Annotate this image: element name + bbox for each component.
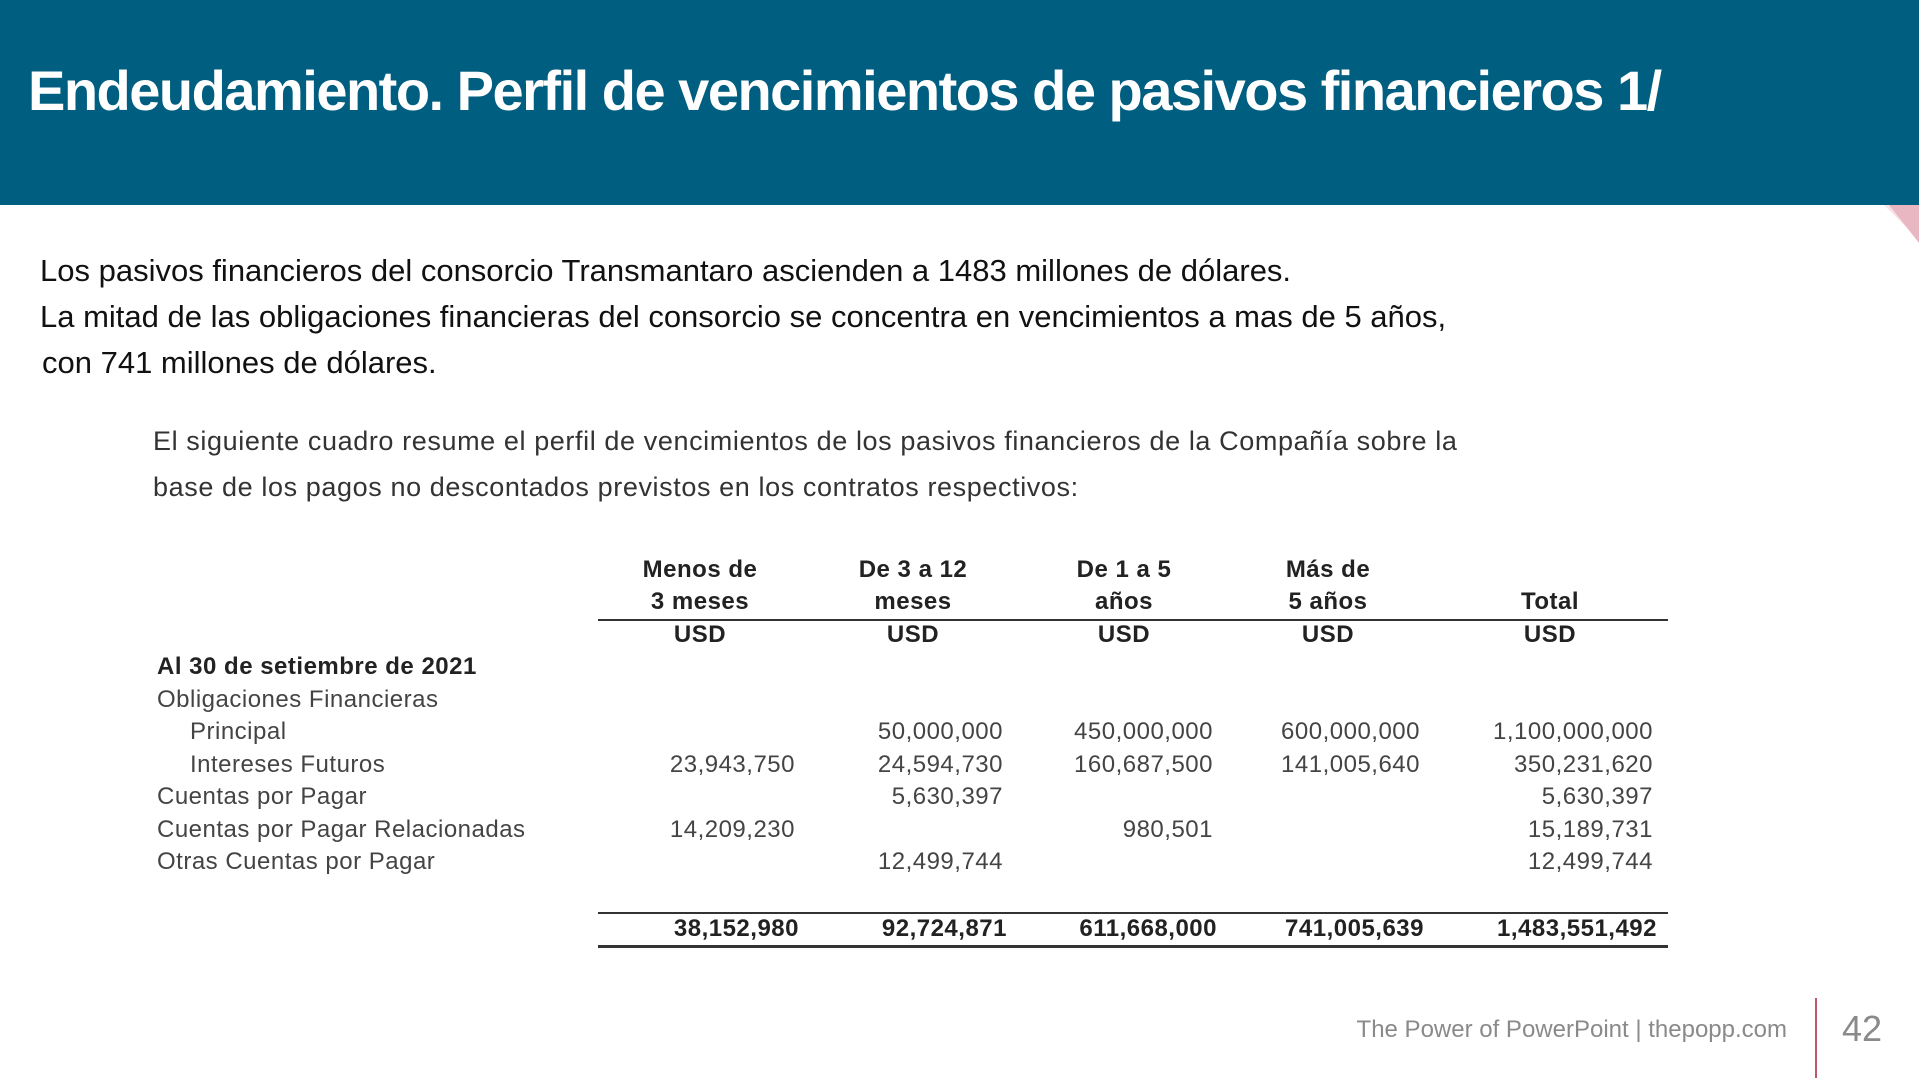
table-cell-value: 5,630,397	[891, 783, 1003, 810]
column-header-line2: Total	[1520, 588, 1580, 615]
table-row-label: Cuentas por Pagar Relacionadas	[157, 816, 526, 843]
column-header-unit: USD	[886, 621, 940, 648]
section-label: Al 30 de setiembre de 2021	[157, 653, 477, 680]
total-value: 38,152,980	[673, 915, 799, 942]
table-row-label: Principal	[190, 718, 287, 745]
footer-credit: The Power of PowerPoint | thepopp.com	[1356, 1016, 1787, 1043]
column-header-line1: Menos de	[642, 556, 758, 583]
table-cell-value: 24,594,730	[877, 751, 1003, 778]
totals-rule-top	[598, 912, 1668, 914]
total-value: 741,005,639	[1285, 915, 1424, 942]
table-cell-value: 160,687,500	[1074, 751, 1213, 778]
table-cell-value: 50,000,000	[877, 718, 1003, 745]
column-header-line2: meses	[874, 588, 952, 615]
table-cell-value: 15,189,731	[1527, 816, 1653, 843]
table-row-label: Intereses Futuros	[190, 751, 386, 778]
column-header-line2: 5 años	[1288, 588, 1368, 615]
table-row-label: Obligaciones Financieras	[157, 686, 439, 713]
header-rule	[598, 619, 1668, 621]
table-row-label: Cuentas por Pagar	[157, 783, 367, 810]
report-line-1: El siguiente cuadro resume el perfil de vencimientos de los pasivos financieros de la Compañía sobre la	[153, 426, 1458, 456]
intro-line-1: Los pasivos financieros del consorcio Transmantaro ascienden a 1483 millones de dólares.	[40, 253, 1292, 288]
table-cell-value: 450,000,000	[1074, 718, 1213, 745]
totals-rule-bottom	[598, 945, 1668, 948]
column-header-line2: años	[1094, 588, 1153, 615]
column-header-unit: USD	[1523, 621, 1577, 648]
slide-title: Endeudamiento. Perfil de vencimientos de pasivos financieros 1/	[28, 59, 1661, 122]
report-line-2: base de los pagos no descontados previstos en los contratos respectivos:	[153, 472, 1079, 502]
column-header-line2: 3 meses	[650, 588, 750, 615]
page-number: 42	[1842, 1008, 1883, 1049]
table-cell-value: 23,943,750	[669, 751, 795, 778]
total-value: 1,483,551,492	[1497, 915, 1657, 942]
column-header-line1: De 3 a 12	[858, 556, 968, 583]
table-cell-value: 14,209,230	[669, 816, 795, 843]
intro-line-2: La mitad de las obligaciones financieras del consorcio se concentra en vencimientos a mas de 5 años,	[40, 299, 1447, 334]
column-header-unit: USD	[1097, 621, 1151, 648]
total-value: 92,724,871	[881, 915, 1007, 942]
column-header-line1: Más de	[1285, 556, 1371, 583]
table-cell-value: 980,501	[1122, 816, 1213, 843]
table-cell-value: 12,499,744	[1527, 848, 1653, 875]
table-cell-value: 600,000,000	[1281, 718, 1420, 745]
column-header-unit: USD	[1301, 621, 1355, 648]
column-header-unit: USD	[673, 621, 727, 648]
table-cell-value: 5,630,397	[1541, 783, 1653, 810]
footer-separator	[1815, 998, 1817, 1078]
table-row-label: Otras Cuentas por Pagar	[157, 848, 436, 875]
intro-line-3: con 741 millones de dólares.	[42, 345, 437, 380]
column-header-line1: De 1 a 5	[1076, 556, 1172, 583]
table-cell-value: 141,005,640	[1281, 751, 1420, 778]
table-cell-value: 350,231,620	[1514, 751, 1653, 778]
total-value: 611,668,000	[1079, 915, 1217, 942]
table-cell-value: 1,100,000,000	[1493, 718, 1653, 745]
table-cell-value: 12,499,744	[877, 848, 1003, 875]
